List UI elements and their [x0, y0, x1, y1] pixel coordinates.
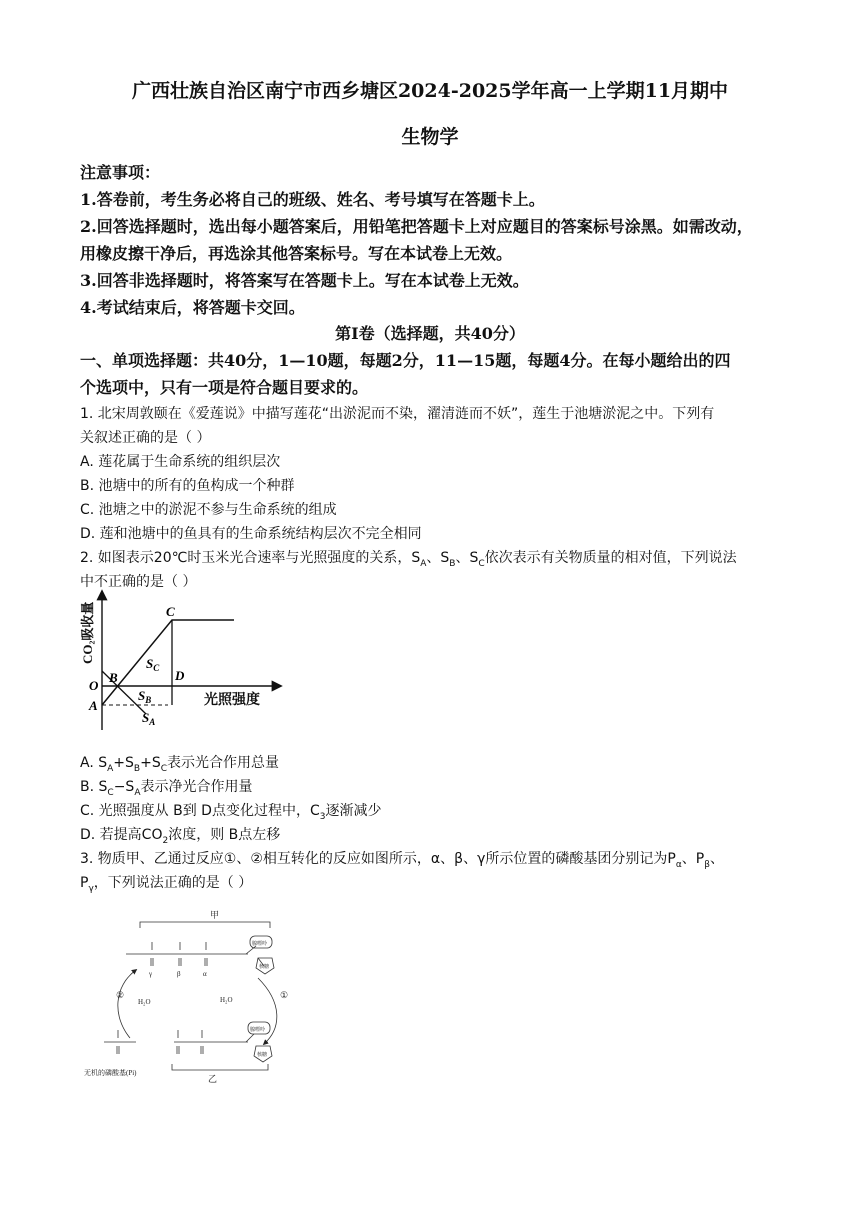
- label-jia: 甲: [210, 910, 220, 920]
- base-top-label: 腺嘌呤: [252, 942, 268, 947]
- q2-sub-c: C: [478, 558, 485, 569]
- label-sa-s: S: [142, 710, 150, 725]
- q2-stem-text: 2. 如图表示20℃时玉米光合速率与光照强度的关系，S: [80, 550, 421, 566]
- q2-c-s1: 3: [319, 811, 326, 822]
- notice-heading: 注意事项：: [80, 163, 161, 182]
- q2-d-s1: 2: [162, 835, 169, 846]
- q1-option-a: A. 莲花属于生命系统的组织层次: [80, 454, 281, 470]
- q2-option-a: [80, 752, 279, 774]
- q1-option-d: D. 莲和池塘中的鱼具有的生命系统结构层次不完全相同: [80, 526, 422, 542]
- sugar-top-label: 核糖: [259, 965, 270, 970]
- q2-a-s1: A: [107, 763, 114, 774]
- q2-stem-end: 依次表示有关物质量的相对值，下列说法: [484, 550, 737, 566]
- bracket-yi: [172, 1064, 268, 1070]
- q2-sep-2: 、S: [455, 550, 479, 566]
- q2-b-1: B. S: [80, 779, 108, 795]
- q1-option-c: C. 池塘之中的淤泥不参与生命系统的组成: [80, 502, 337, 518]
- notice-item-2-cont: 用橡皮擦干净后，再选涂其他答案标号。写在本试卷上无效。: [80, 244, 513, 263]
- q2-b-3: 表示净光合作用量: [140, 779, 253, 795]
- label-sb-sub: B: [145, 695, 152, 705]
- q2-a-s3: C: [160, 763, 168, 774]
- q3-sub-alpha: α: [675, 859, 682, 870]
- x-axis-label: 光照强度: [204, 693, 260, 708]
- label-sa: [142, 710, 155, 727]
- q2-sub-a: A: [420, 558, 427, 569]
- q2-c-1: C. 光照强度从 B到 D点变化过程中，C: [80, 803, 320, 819]
- q1-option-b: B. 池塘中的所有的鱼构成一个种群: [80, 478, 295, 494]
- q2-a-1: A. S: [80, 755, 108, 771]
- label-alpha: α: [203, 970, 207, 978]
- pi-label: 无机的磷酸基(Pi): [84, 1069, 137, 1077]
- section-instruction-1: 一、单项选择题：共40分，1—10题，每题2分，11—15题，每题4分。在每小题给出的四: [80, 351, 731, 370]
- label-gamma: γ: [149, 970, 153, 978]
- label-o: O: [89, 678, 99, 693]
- label-beta: β: [177, 970, 181, 978]
- y-axis-label: CO₂吸收量: [80, 601, 95, 664]
- q3-stem-2: [80, 872, 252, 894]
- sugar-bottom-label: 核糖: [257, 1053, 268, 1058]
- label-sa-sub: A: [149, 717, 156, 727]
- water-right: H₂O: [220, 996, 233, 1004]
- q3-sub-gamma: γ: [88, 883, 94, 894]
- reaction-2-arrow: [118, 970, 136, 1038]
- label-c: C: [166, 604, 175, 619]
- label-yi: 乙: [208, 1074, 218, 1084]
- q3-stem-tail: ，下列说法正确的是（ ）: [93, 875, 253, 891]
- exam-title: 广西壮族自治区南宁市西乡塘区2024-2025学年高一上学期11月期中: [131, 80, 729, 102]
- q2-graph: [80, 588, 290, 738]
- section-instruction-2: 个选项中，只有一项是符合题目要求的。: [80, 378, 369, 397]
- q2-a-4: 表示光合作用总量: [167, 755, 280, 771]
- notice-item-4: 4.考试结束后，将答题卡交回。: [80, 298, 305, 317]
- q2-sub-b: B: [449, 558, 456, 569]
- section-title: 第Ⅰ卷（选择题，共40分）: [335, 324, 525, 343]
- label-d: D: [175, 668, 185, 683]
- label-a: A: [89, 698, 98, 713]
- q2-sep-1: 、S: [426, 550, 450, 566]
- q3-stem-end: 、: [709, 851, 724, 867]
- label-sc: [146, 656, 160, 673]
- q2-stem-2: 中不正确的是（ ）: [80, 574, 197, 590]
- q2-option-b: [80, 776, 253, 798]
- q2-a-3: +S: [140, 755, 161, 771]
- q1-stem-2: 关叙述正确的是（ ）: [80, 430, 211, 446]
- label-sb: [138, 688, 151, 705]
- q2-a-s2: B: [133, 763, 141, 774]
- notice-item-1: 1.答卷前，考生务必将自己的班级、姓名、考号填写在答题卡上。: [80, 190, 545, 209]
- base-bottom-label: 腺嘌呤: [250, 1028, 266, 1033]
- bracket-jia: [140, 922, 270, 928]
- q2-option-c: [80, 800, 381, 822]
- q1-stem-1: 1. 北宋周敦颐在《爱莲说》中描写莲花“出淤泥而不染，濯清涟而不妖”，莲生于池塘淤泥之中。下列有: [80, 406, 715, 422]
- label-sc-s: S: [146, 656, 154, 671]
- q2-option-d: [80, 824, 280, 846]
- label-sb-s: S: [138, 688, 146, 703]
- reaction-1-label: ①: [280, 990, 289, 1000]
- q2-stem-1: [80, 547, 737, 569]
- q3-sub-beta: β: [704, 859, 710, 870]
- q3-reaction-figure: [78, 906, 308, 1088]
- q2-b-s1: C: [107, 787, 114, 798]
- q3-p: P: [80, 875, 89, 891]
- water-left: H₂O: [138, 998, 151, 1006]
- q2-d-2: 浓度，则 B点左移: [168, 827, 281, 843]
- notice-item-2: 2.回答选择题时，选出每小题答案后，用铅笔把答题卡上对应题目的答案标号涂黑。如需改动，: [80, 217, 753, 236]
- q3-sep: 、P: [681, 851, 705, 867]
- reaction-2-label: ②: [116, 990, 125, 1000]
- q3-stem-text: 3. 物质甲、乙通过反应①、②相互转化的反应如图所示，α、β、γ所示位置的磷酸基团分别记为P: [80, 851, 676, 867]
- q2-c-2: 逐渐减少: [325, 803, 382, 819]
- q2-d-1: D. 若提高CO: [80, 827, 163, 843]
- label-sc-sub: C: [153, 663, 160, 673]
- notice-item-3: 3.回答非选择题时，将答案写在答题卡上。写在本试卷上无效。: [80, 271, 529, 290]
- q2-a-2: +S: [113, 755, 134, 771]
- q3-stem-1: [80, 848, 724, 870]
- subject-title: 生物学: [401, 126, 459, 148]
- q2-b-2: −S: [113, 779, 135, 795]
- q2-b-s2: A: [134, 787, 141, 798]
- label-b: B: [109, 670, 118, 685]
